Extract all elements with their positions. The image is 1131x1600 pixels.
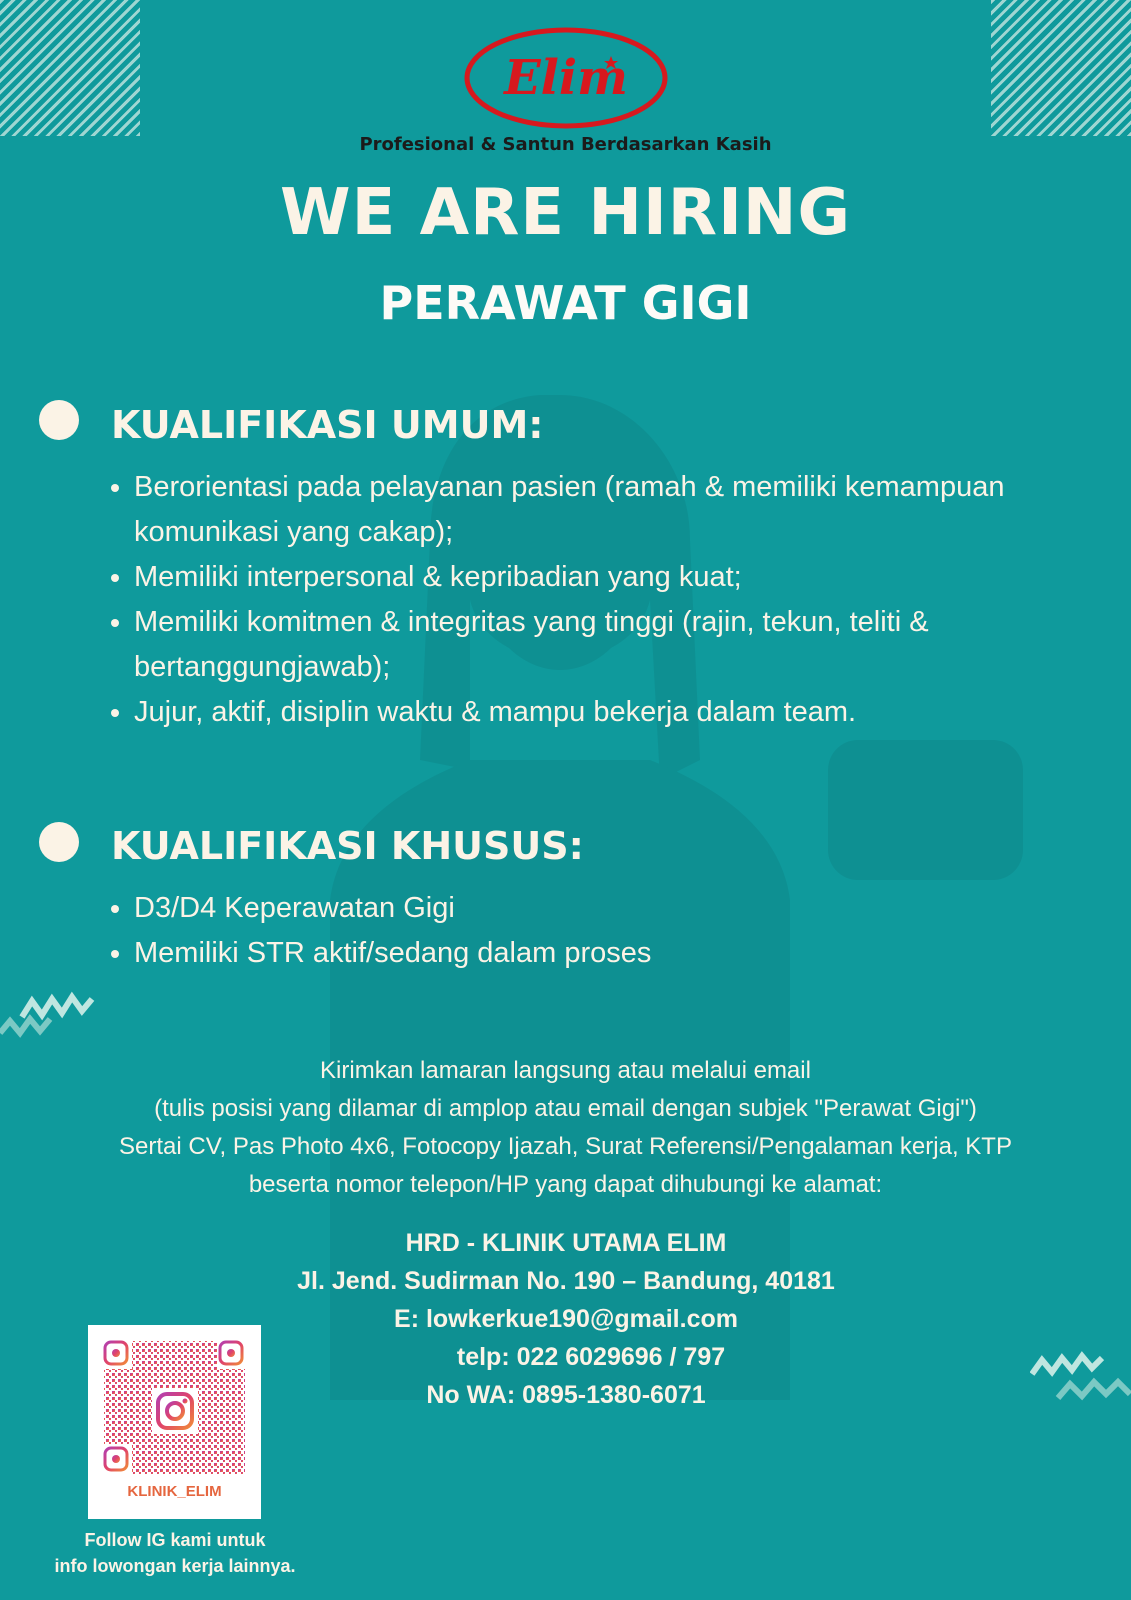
instagram-qr-card[interactable] <box>88 1325 261 1519</box>
contact-org: HRD - KLINIK UTAMA ELIM <box>405 1229 727 1257</box>
instruction-line: beserta nomor telepon/HP yang dapat dihubungi ke alamat: <box>248 1171 883 1198</box>
contact-block <box>266 1224 866 1414</box>
qr-code <box>88 1325 261 1480</box>
qr-label: KLINIK_ELIM <box>127 1483 222 1500</box>
position-title: PERAWAT GIGI <box>379 276 752 330</box>
follow-line: info lowongan kerja lainnya. <box>54 1556 296 1576</box>
qualification-list-khusus <box>106 886 834 976</box>
contact-email: E: lowkerkue190@gmail.com <box>394 1305 738 1333</box>
section-title-khusus: KUALIFIKASI KHUSUS: <box>111 824 584 868</box>
contact-address: Jl. Jend. Sudirman No. 190 – Bandung, 40181 <box>297 1267 835 1295</box>
zigzag-decoration-left <box>0 985 100 1055</box>
contact-phone: telp: 022 6029696 / 797 <box>456 1343 726 1371</box>
application-instructions <box>40 1052 1091 1204</box>
list-item: • D3/D4 Keperawatan Gigi <box>134 886 834 931</box>
headline: WE ARE HIRING <box>280 176 851 250</box>
section-bullet-dot <box>39 822 79 862</box>
instruction-line: (tulis posisi yang dilamar di amplop atau email dengan subjek "Perawat Gigi") <box>154 1095 977 1122</box>
logo-wordmark: Elim <box>504 50 628 106</box>
elim-logo <box>463 26 669 130</box>
qualification-list-umum <box>106 465 1114 735</box>
list-item: • Berorientasi pada pelayanan pasien (ramah & memiliki kemampuan komunikasi yang cakap); <box>134 465 1114 555</box>
list-item: • Memiliki komitmen & integritas yang tinggi (rajin, tekun, teliti & bertanggungjawab); <box>134 600 1114 690</box>
list-item: • Memiliki STR aktif/sedang dalam proses <box>134 931 834 976</box>
contact-whatsapp: No WA: 0895-1380-6071 <box>426 1381 706 1409</box>
list-item: • Memiliki interpersonal & kepribadian yang kuat; <box>134 555 1114 600</box>
follow-instagram-note <box>20 1527 330 1579</box>
list-item: • Jujur, aktif, disiplin waktu & mampu bekerja dalam team. <box>134 690 1114 735</box>
zigzag-decoration-right <box>1030 1350 1131 1410</box>
follow-line: Follow IG kami untuk <box>84 1530 266 1550</box>
tagline: Profesional & Santun Berdasarkan Kasih <box>359 134 772 155</box>
instruction-line: Sertai CV, Pas Photo 4x6, Fotocopy Ijazah, Surat Referensi/Pengalaman kerja, KTP <box>119 1133 1012 1160</box>
instruction-line: Kirimkan lamaran langsung atau melalui email <box>320 1057 811 1084</box>
section-title-umum: KUALIFIKASI UMUM: <box>111 403 544 447</box>
section-bullet-dot <box>39 400 79 440</box>
